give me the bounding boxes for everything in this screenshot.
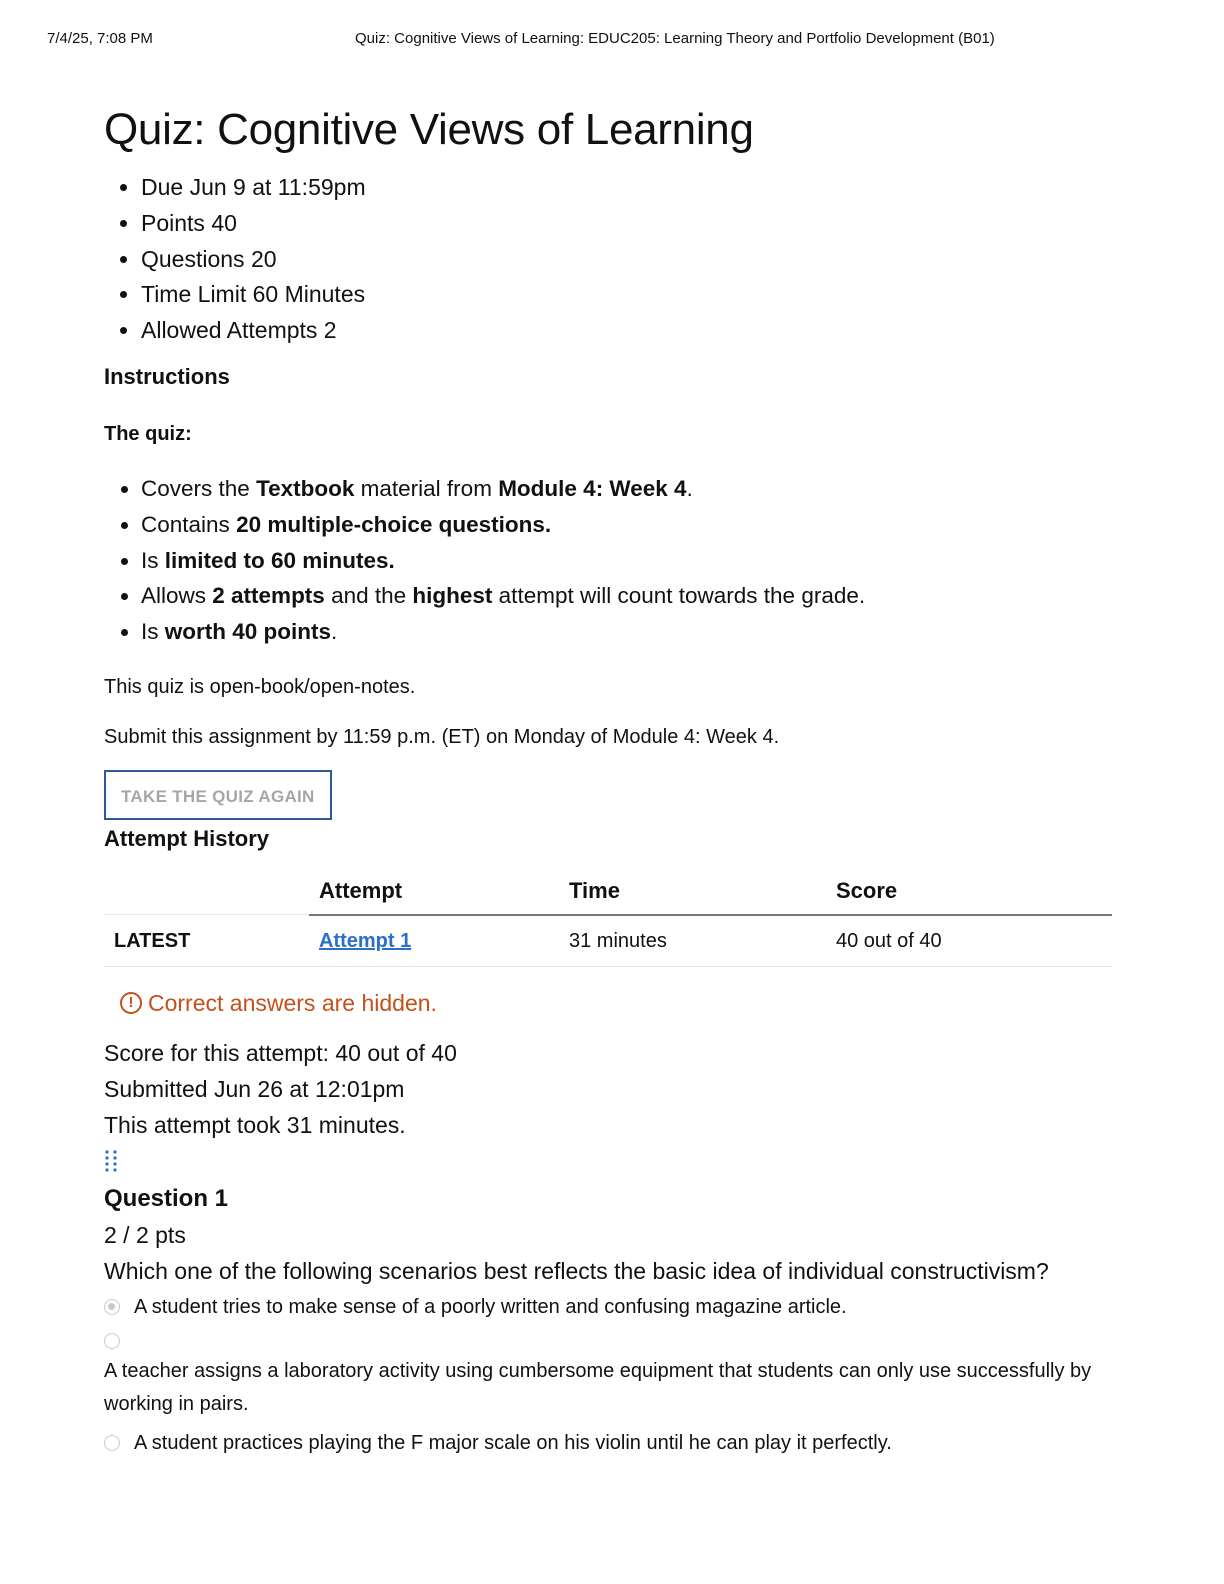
- attempt-history-heading: Attempt History: [104, 825, 270, 851]
- instruction-item: • Is limited to 60 minutes.: [141, 543, 1114, 579]
- print-document-title: Quiz: Cognitive Views of Learning: EDUC205: Learning Theory and Portfolio Development (B01): [355, 30, 995, 47]
- column-header-attempt: Attempt: [309, 870, 559, 915]
- meta-points: • Points 40: [141, 206, 1114, 242]
- submitted-line: Submitted Jun 26 at 12:01pm: [104, 1075, 405, 1102]
- page-title: Quiz: Cognitive Views of Learning: [104, 105, 754, 154]
- question-title: Question 1: [104, 1184, 229, 1212]
- instruction-item: • Allows 2 attempts and the highest attempt will count towards the grade.: [141, 578, 1114, 614]
- time-cell: 31 minutes: [559, 915, 826, 967]
- meta-allowed-attempts: • Allowed Attempts 2: [141, 313, 1114, 349]
- instruction-item: • Is worth 40 points.: [141, 614, 1114, 650]
- quiz-meta-list: [104, 170, 1114, 349]
- instruction-item: • Contains 20 multiple-choice questions.: [141, 507, 1114, 543]
- question-text: Which one of the following scenarios best reflects the basic idea of individual constructivism?: [104, 1257, 1049, 1284]
- attempt-1-link[interactable]: Attempt 1: [319, 929, 412, 952]
- answer-text: A student tries to make sense of a poorly written and confusing magazine article.: [134, 1295, 847, 1318]
- column-header-blank: [104, 870, 309, 915]
- radio-selected-icon: [104, 1299, 120, 1315]
- attempt-history-table: [104, 870, 1112, 967]
- instruction-item: • Covers the Textbook material from Module 4: Week 4.: [141, 471, 1114, 507]
- answer-option: [104, 1291, 1114, 1323]
- print-date: 7/4/25, 7:08 PM: [47, 30, 153, 47]
- instructions-list: [104, 471, 1114, 650]
- attempt-summary: [104, 1035, 1114, 1143]
- column-header-time: Time: [559, 870, 826, 915]
- table-header-row: [104, 870, 1112, 915]
- radio-icon: [104, 1435, 120, 1451]
- meta-questions: • Questions 20: [141, 242, 1114, 278]
- open-book-note: This quiz is open-book/open-notes.: [104, 675, 416, 698]
- meta-due: • Due Jun 9 at 11:59pm: [141, 170, 1114, 206]
- instructions-heading: Instructions: [104, 363, 230, 389]
- answers-hidden-notice: [120, 985, 1114, 1021]
- duration-line: This attempt took 31 minutes.: [104, 1111, 406, 1138]
- submit-deadline-note: Submit this assignment by 11:59 p.m. (ET) on Monday of Module 4: Week 4.: [104, 725, 780, 748]
- column-header-score: Score: [826, 870, 1112, 915]
- drag-handle-icon[interactable]: [104, 1149, 124, 1177]
- answer-option: [104, 1333, 1114, 1421]
- answers-hidden-text: Correct answers are hidden.: [148, 989, 437, 1016]
- take-quiz-again-button[interactable]: TAKE THE QUIZ AGAIN: [104, 770, 332, 820]
- instructions-subheading: The quiz:: [104, 422, 192, 445]
- answer-text: A student practices playing the F major scale on his violin until he can play it perfectly.: [134, 1431, 892, 1454]
- meta-time-limit: • Time Limit 60 Minutes: [141, 277, 1114, 313]
- score-line: Score for this attempt: 40 out of 40: [104, 1039, 457, 1066]
- question-points: 2 / 2 pts: [104, 1221, 186, 1248]
- latest-tag: LATEST: [104, 915, 309, 967]
- radio-icon: [104, 1333, 120, 1349]
- answer-list: [104, 1291, 1114, 1459]
- quiz-content: [104, 100, 1114, 1459]
- answer-text: A teacher assigns a laboratory activity using cumbersome equipment that students can only use successfully by working in pairs.: [104, 1359, 1092, 1415]
- answer-option: [104, 1427, 1114, 1459]
- warning-icon: !: [120, 992, 142, 1014]
- score-cell: 40 out of 40: [826, 915, 1112, 967]
- table-row: [104, 915, 1112, 967]
- attempt-cell: [309, 915, 559, 967]
